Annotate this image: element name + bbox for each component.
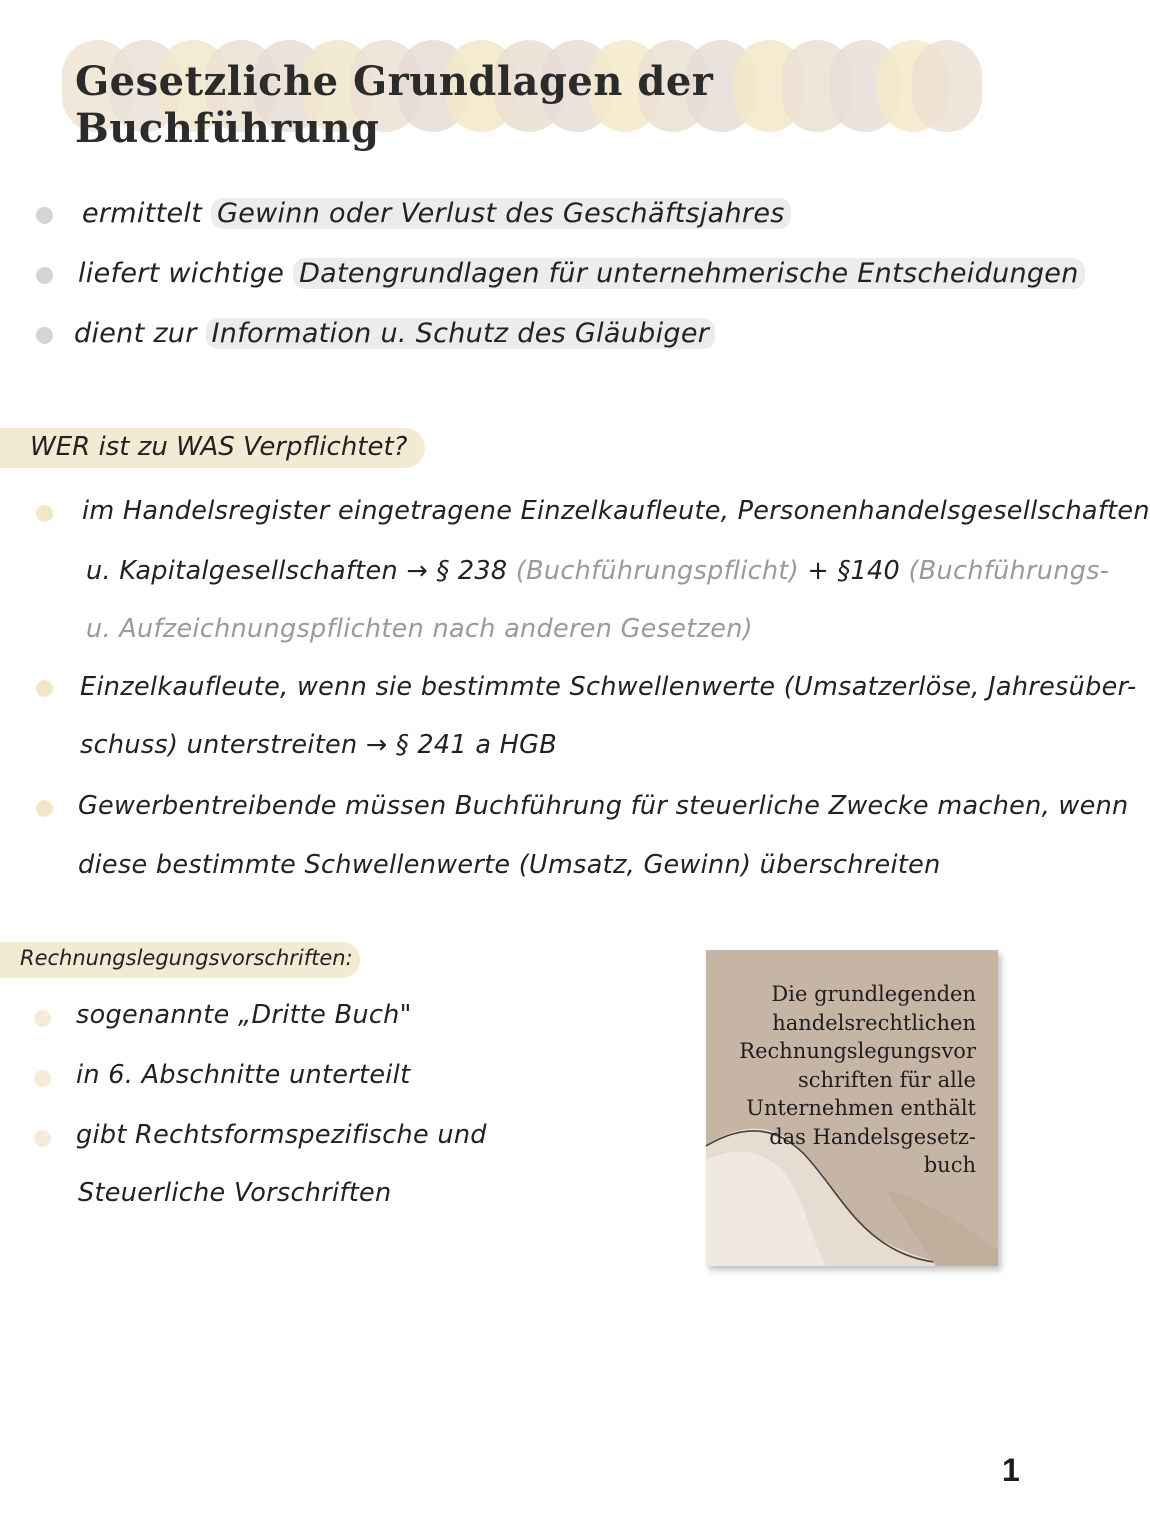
page-title: Gesetzliche Grundlagen der Buchführung bbox=[75, 58, 714, 152]
who-item-1-line-1: im Handelsregister eingetragene Einzelkaufleute, Personenhandelsgesellschaften bbox=[82, 496, 1150, 526]
section-heading-rules: Rechnungslegungsvorschriften: bbox=[20, 946, 353, 970]
section-heading-who: WER ist zu WAS Verpflichtet? bbox=[30, 432, 408, 462]
bullet-dot bbox=[36, 680, 53, 697]
info-card bbox=[706, 950, 998, 1266]
card-text: Die grundlegenden handelsrechtlichen Rechnungslegungsvor schriften für alle Unternehmen enthält das Handelsgesetz- buch bbox=[739, 982, 976, 1177]
rules-item-2: in 6. Abschnitte unterteilt bbox=[76, 1060, 411, 1090]
bullet-dot bbox=[36, 327, 53, 344]
who-item-2-line-1: Einzelkaufleute, wenn sie bestimmte Schwellenwerte (Umsatzerlöse, Jahresüber- bbox=[80, 672, 1137, 702]
intro-line-2: liefert wichtige Datengrundlagen für unternehmerische Entscheidungen bbox=[78, 258, 1085, 289]
who-item-2-line-2: schuss) unterstreiten → § 241 a HGB bbox=[80, 730, 558, 760]
who-item-1-line-2: u. Kapitalgesellschaften → § 238 (Buchführungspflicht) + §140 (Buchführungs- bbox=[86, 556, 1110, 586]
bullet-dot bbox=[34, 1010, 51, 1027]
who-item-3-line-1: Gewerbentreibende müssen Buchführung für steuerliche Zwecke machen, wenn bbox=[78, 791, 1129, 821]
bullet-dot bbox=[34, 1130, 51, 1147]
page-number: 1 bbox=[1002, 1452, 1020, 1488]
bullet-dot bbox=[36, 267, 53, 284]
bullet-dot bbox=[36, 505, 53, 522]
who-item-3-line-2: diese bestimmte Schwellenwerte (Umsatz, Gewinn) überschreiten bbox=[78, 850, 941, 880]
intro-line-1: ermittelt Gewinn oder Verlust des Geschäftsjahres bbox=[82, 198, 791, 229]
who-item-1-line-3: u. Aufzeichnungspflichten nach anderen Gesetzen) bbox=[86, 614, 753, 644]
bullet-dot bbox=[36, 800, 53, 817]
rules-item-1: sogenannte „Dritte Buch" bbox=[76, 1000, 412, 1030]
rules-item-3-line-1: gibt Rechtsformspezifische und bbox=[76, 1120, 487, 1150]
rules-item-3-line-2: Steuerliche Vorschriften bbox=[78, 1178, 392, 1208]
intro-line-3: dient zur Information u. Schutz des Gläubiger bbox=[74, 318, 715, 349]
bullet-dot bbox=[34, 1070, 51, 1087]
bullet-dot bbox=[36, 207, 53, 224]
